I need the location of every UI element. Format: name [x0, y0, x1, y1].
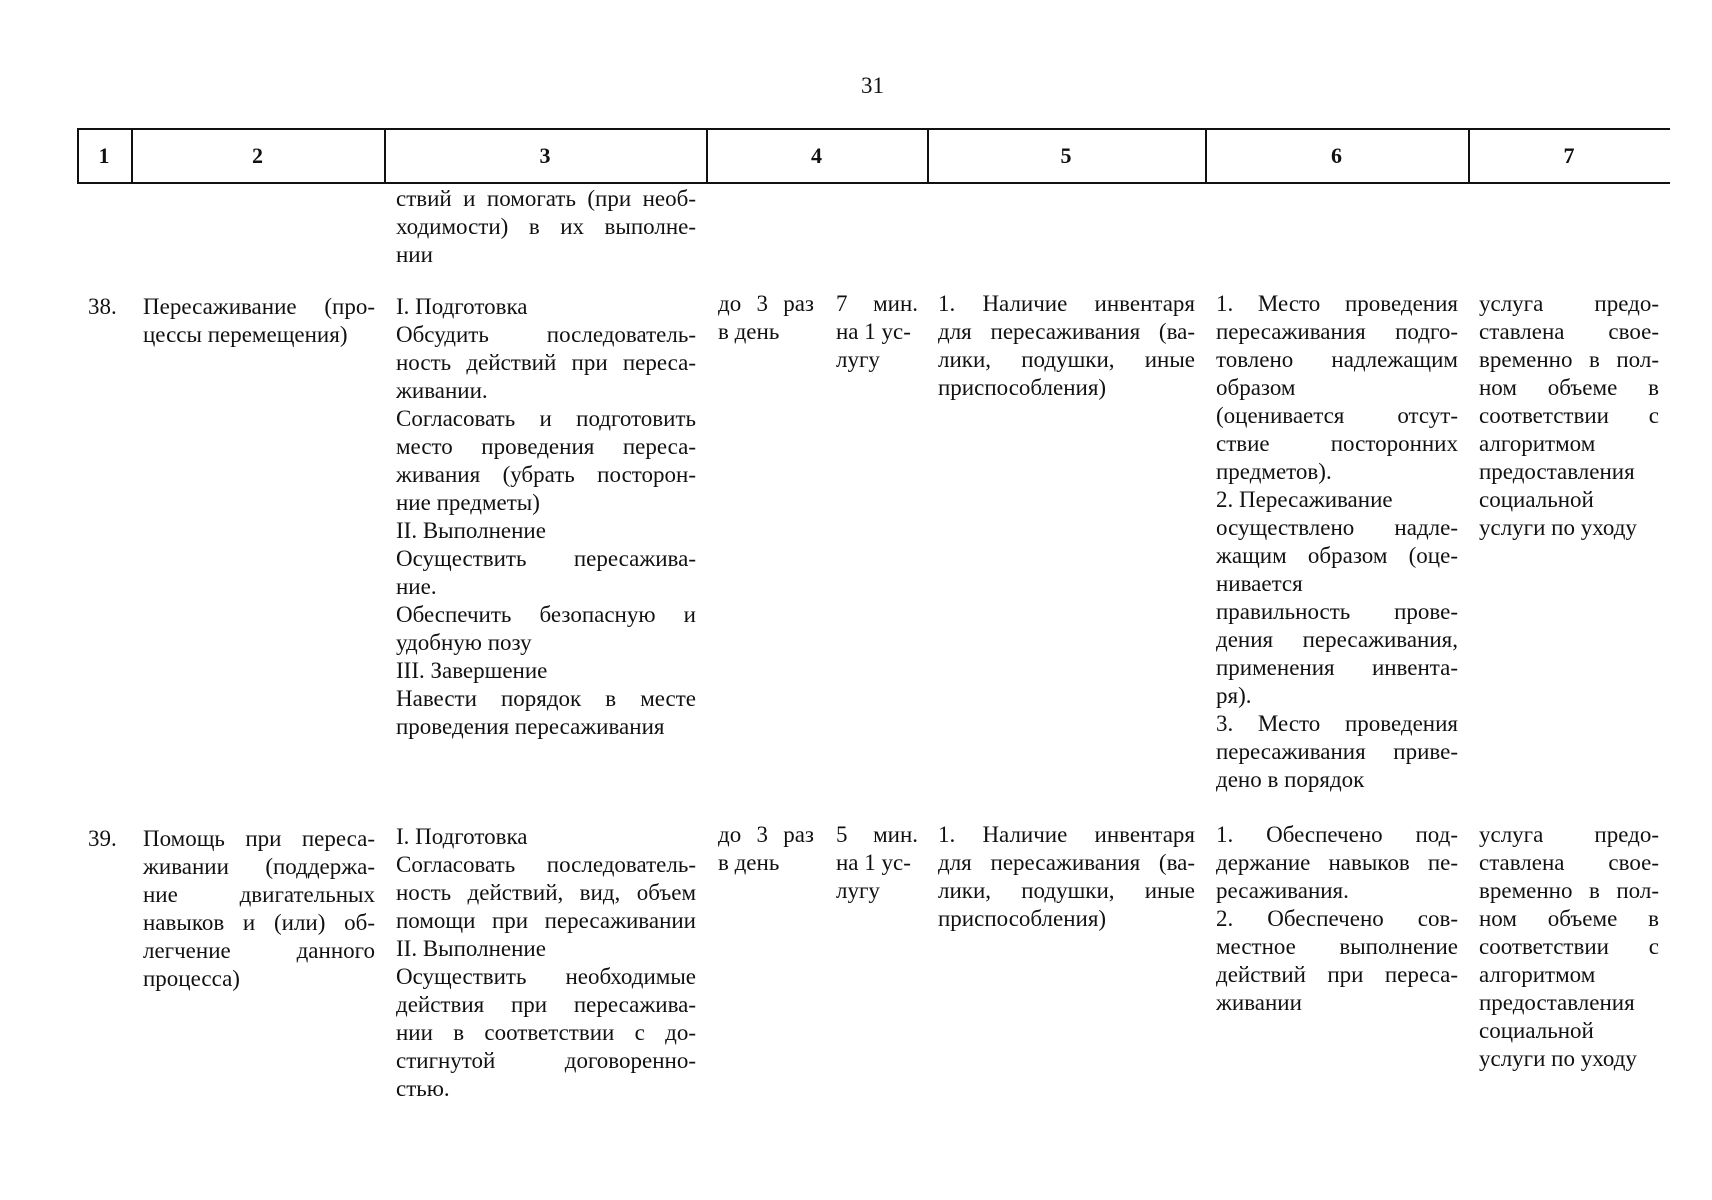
service-description [396, 823, 696, 1103]
text-line: место проведения переса- [396, 434, 696, 459]
text-line: держание навыков пе- [1216, 850, 1458, 875]
text-line: 1. Наличие инвентаря [938, 291, 1195, 316]
text-line: ние двигательных [143, 882, 375, 907]
text-line: лики, подушки, иные [938, 878, 1195, 903]
text-line: Согласовать и подготовить [396, 406, 696, 431]
text-line: удобную позу [396, 630, 532, 655]
text-line: ствий и помогать (при необ- [396, 186, 696, 211]
text-line: жащим образом (оце- [1216, 543, 1458, 568]
text-line: ставлена свое- [1479, 319, 1659, 344]
column-header: 1 [98, 143, 110, 168]
header-bottom-border [77, 182, 1670, 184]
text-line: до 3 раз [718, 291, 814, 316]
text-line: ном объеме в [1479, 375, 1659, 400]
text-line: местное выполнение [1216, 934, 1458, 959]
row-number [88, 825, 128, 853]
row-number [88, 293, 128, 321]
text-line: осуществлено надле- [1216, 515, 1458, 540]
continuation-text [396, 185, 696, 269]
evaluation [1479, 290, 1659, 542]
text-line: (оценивается отсут- [1216, 403, 1458, 428]
text-line: II. Выполнение [396, 936, 546, 961]
text-line: предоставления [1479, 990, 1635, 1015]
conditions [938, 821, 1195, 933]
page-number: 31 [861, 73, 884, 98]
text-line: живании. [396, 378, 488, 403]
text-line: ность действий, вид, объем [396, 880, 696, 905]
text-line: лугу [836, 878, 880, 903]
text-line: на 1 ус- [836, 850, 911, 875]
text-line: ность действий при переса- [396, 350, 696, 375]
text-line: стью. [396, 1076, 450, 1101]
quality-indicators [1216, 821, 1458, 1017]
text-line: Обсудить последователь- [396, 322, 696, 347]
text-line: Навести порядок в месте [396, 686, 696, 711]
text-line: алгоритмом [1479, 962, 1596, 987]
text-line: пересаживания подго- [1216, 319, 1458, 344]
text-line: временно в пол- [1479, 878, 1659, 903]
duration [836, 290, 918, 374]
text-line: 7 мин. [836, 291, 918, 316]
text-line: временно в пол- [1479, 347, 1659, 372]
text-line: легчение данного [143, 938, 375, 963]
text-line: цессы перемещения) [143, 322, 348, 347]
row-number-text: 38. [88, 294, 117, 319]
text-line: приспособления) [938, 906, 1107, 931]
text-line: дения пересаживания, [1216, 627, 1458, 652]
text-line: ние предметы) [396, 490, 540, 515]
text-line: услуга предо- [1479, 291, 1659, 316]
text-line: ствие посторонних [1216, 431, 1458, 456]
text-line: услуга предо- [1479, 822, 1659, 847]
quality-indicators [1216, 290, 1458, 794]
text-line: социальной [1479, 1018, 1594, 1043]
text-line: социальной [1479, 487, 1594, 512]
text-line: пересаживания приве- [1216, 739, 1458, 764]
text-line: применения инвента- [1216, 655, 1458, 680]
column-header: 7 [1563, 143, 1575, 168]
duration [836, 821, 918, 905]
text-line: предметов). [1216, 459, 1332, 484]
column-header: 4 [811, 143, 822, 168]
text-line: предоставления [1479, 459, 1635, 484]
evaluation [1479, 821, 1659, 1073]
text-line: в день [718, 319, 780, 344]
text-line: действий при переса- [1216, 962, 1458, 987]
text-line: навыков и (или) об- [143, 910, 375, 935]
text-line: Осуществить пересажива- [396, 546, 696, 571]
text-line: алгоритмом [1479, 431, 1596, 456]
text-line: 1. Место проведения [1216, 291, 1458, 316]
text-line: живании [1216, 990, 1302, 1015]
text-line: живания (убрать посторон- [396, 462, 696, 487]
row-number-text: 39. [88, 826, 117, 851]
text-line: на 1 ус- [836, 319, 911, 344]
text-line: соответствии с [1479, 403, 1659, 428]
text-line: 1. Наличие инвентаря [938, 822, 1195, 847]
text-line: Помощь при переса- [143, 826, 375, 851]
text-line: 2. Обеспечено сов- [1216, 906, 1458, 931]
text-line: лугу [836, 347, 880, 372]
text-line: ние. [396, 574, 437, 599]
text-line: образом [1216, 375, 1296, 400]
text-line: Согласовать последователь- [396, 852, 696, 877]
column-header: 6 [1331, 143, 1342, 168]
text-line: ря). [1216, 683, 1252, 708]
text-line: 1. Обеспечено под- [1216, 822, 1458, 847]
text-line: ресаживания. [1216, 878, 1349, 903]
text-line: I. Подготовка [396, 294, 528, 319]
conditions [938, 290, 1195, 402]
frequency [718, 821, 814, 877]
text-line: III. Завершение [396, 658, 548, 683]
text-line: нии в соответствии с до- [396, 1020, 696, 1045]
service-name [143, 825, 375, 993]
text-line: до 3 раз [718, 822, 814, 847]
text-line: Осуществить необходимые [396, 964, 696, 989]
text-line: нивается [1216, 571, 1303, 596]
text-line: стигнутой договоренно- [396, 1048, 696, 1073]
text-line: ставлена свое- [1479, 850, 1659, 875]
text-line: действия при пересажива- [396, 992, 696, 1017]
text-line: ном объеме в [1479, 906, 1659, 931]
text-line: товлено надлежащим [1216, 347, 1458, 372]
text-line: Пересаживание (про- [143, 294, 375, 319]
text-line: 2. Пересаживание [1216, 487, 1393, 512]
frequency [718, 290, 814, 346]
column-header: 5 [1060, 143, 1072, 168]
text-line: I. Подготовка [396, 824, 528, 849]
text-line: 3. Место проведения [1216, 711, 1458, 736]
text-line: лики, подушки, иные [938, 347, 1195, 372]
text-line: соответствии с [1479, 934, 1659, 959]
text-line: услуги по уходу [1479, 515, 1637, 540]
text-line: живании (поддержа- [143, 854, 375, 879]
text-line: нии [396, 242, 433, 267]
text-line: помощи при пересаживании [396, 908, 696, 933]
text-line: в день [718, 850, 780, 875]
text-line: ходимости) в их выполне- [396, 214, 696, 239]
text-line: приспособления) [938, 375, 1107, 400]
service-name [143, 293, 375, 349]
text-line: Обеспечить безопасную и [396, 602, 696, 627]
text-line: 5 мин. [836, 822, 918, 847]
text-line: для пересаживания (ва- [938, 850, 1195, 875]
text-line: для пересаживания (ва- [938, 319, 1195, 344]
text-line: дено в порядок [1216, 767, 1365, 792]
text-line: процесса) [143, 966, 240, 991]
text-line: правильность прове- [1216, 599, 1458, 624]
text-line: II. Выполнение [396, 518, 546, 543]
column-header: 2 [252, 143, 263, 168]
text-line: услуги по уходу [1479, 1046, 1637, 1071]
text-line: проведения пересаживания [396, 714, 665, 739]
service-description [396, 293, 696, 741]
column-header: 3 [539, 143, 551, 168]
